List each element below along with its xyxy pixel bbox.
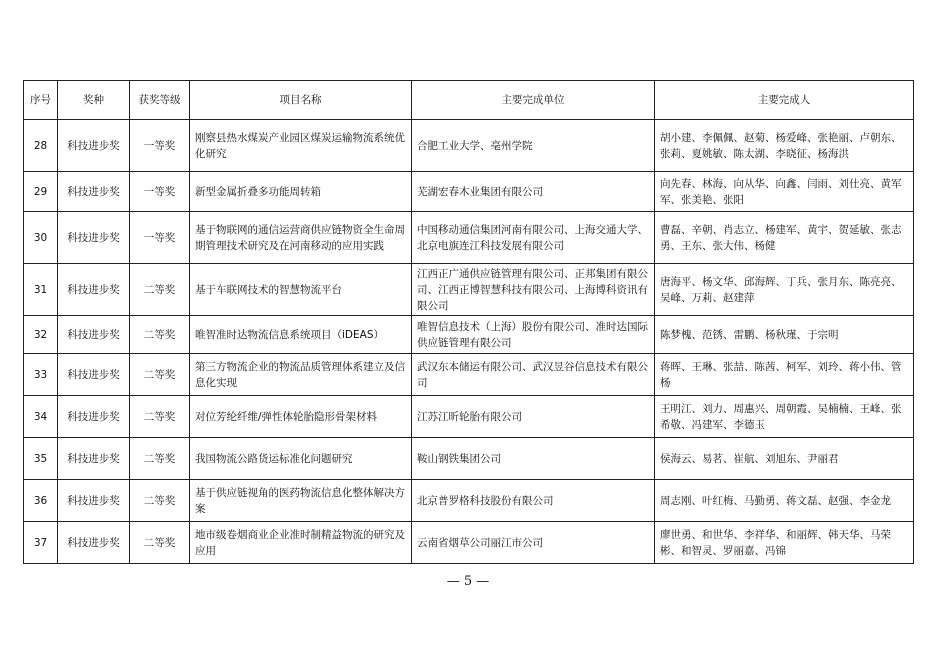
cell-award-level: 二等奖 (130, 438, 190, 480)
cell-no: 37 (24, 522, 58, 564)
table-row (24, 480, 914, 522)
cell-people: 侯海云、易茗、崔航、刘旭东、尹丽君 (655, 438, 914, 480)
cell-award-type: 科技进步奖 (58, 316, 130, 354)
cell-award-level: 二等奖 (130, 396, 190, 438)
cell-no: 32 (24, 316, 58, 354)
cell-unit: 北京普罗格科技股份有限公司 (412, 480, 655, 522)
cell-project-name: 新型金属折叠多功能周转箱 (190, 172, 412, 212)
table-row (24, 172, 914, 212)
cell-no: 28 (24, 120, 58, 172)
cell-people: 向先春、林海、向从华、向鑫、闫雨、刘仕亮、黄军军、张美艳、张阳 (655, 172, 914, 212)
table-row (24, 396, 914, 438)
cell-unit: 江西正广通供应链管理有限公司、正邦集团有限公司、江西正博智慧科技有限公司、上海博科资讯有限公司 (412, 264, 655, 316)
cell-no: 33 (24, 354, 58, 396)
cell-unit: 芜湖宏春木业集团有限公司 (412, 172, 655, 212)
cell-project-name: 基于物联网的通信运营商供应链物资全生命周期管理技术研究及在河南移动的应用实践 (190, 212, 412, 264)
cell-award-type: 科技进步奖 (58, 120, 130, 172)
cell-no: 36 (24, 480, 58, 522)
cell-people: 胡小建、李佩佩、赵菊、杨爱峰、张艳丽、卢朝东、张莉、夏姚敏、陈太湖、李晓征、杨海洪 (655, 120, 914, 172)
header-level: 获奖等级 (130, 81, 190, 120)
header-people: 主要完成人 (655, 81, 914, 120)
header-row (24, 81, 914, 120)
cell-unit: 合肥工业大学、亳州学院 (412, 120, 655, 172)
cell-award-level: 二等奖 (130, 316, 190, 354)
cell-award-type: 科技进步奖 (58, 264, 130, 316)
cell-project-name: 唯智准时达物流信息系统项目（iDEAS） (190, 316, 412, 354)
table-row (24, 354, 914, 396)
cell-people: 王明江、刘力、周惠兴、周朝霞、吴楠楠、王峰、张希敬、冯建军、李德玉 (655, 396, 914, 438)
table-row (24, 212, 914, 264)
cell-award-level: 二等奖 (130, 354, 190, 396)
cell-award-level: 一等奖 (130, 212, 190, 264)
cell-award-type: 科技进步奖 (58, 438, 130, 480)
table-row (24, 522, 914, 564)
page-number: — 5 — (446, 574, 490, 589)
cell-award-type: 科技进步奖 (58, 354, 130, 396)
table-row (24, 438, 914, 480)
cell-unit: 鞍山钢铁集团公司 (412, 438, 655, 480)
cell-award-level: 二等奖 (130, 480, 190, 522)
header-no: 序号 (24, 81, 58, 120)
cell-people: 周志刚、叶红梅、马勤勇、蒋文磊、赵强、李金龙 (655, 480, 914, 522)
cell-unit: 唯智信息技术（上海）股份有限公司、准时达国际供应链管理有限公司 (412, 316, 655, 354)
cell-project-name: 第三方物流企业的物流品质管理体系建立及信息化实现 (190, 354, 412, 396)
cell-unit: 武汉东本储运有限公司、武汉昱谷信息技术有限公司 (412, 354, 655, 396)
cell-project-name: 刚察县热水煤炭产业园区煤炭运输物流系统优化研究 (190, 120, 412, 172)
cell-project-name: 对位芳纶纤维/弹性体轮胎隐形骨架材料 (190, 396, 412, 438)
cell-unit: 江苏江昕轮胎有限公司 (412, 396, 655, 438)
cell-award-type: 科技进步奖 (58, 396, 130, 438)
cell-people: 曹磊、辛朝、肖志立、杨建军、黄宇、贺延敏、张志勇、王东、张大伟、杨健 (655, 212, 914, 264)
cell-award-type: 科技进步奖 (58, 212, 130, 264)
header-project: 项目名称 (190, 81, 412, 120)
awards-table (23, 80, 914, 564)
cell-people: 廖世勇、和世华、李祥华、和丽辉、韩天华、马荣彬、和智灵、罗丽嘉、冯锦 (655, 522, 914, 564)
cell-project-name: 基于供应链视角的医药物流信息化整体解决方案 (190, 480, 412, 522)
cell-award-level: 一等奖 (130, 120, 190, 172)
cell-unit: 中国移动通信集团河南有限公司、上海交通大学、北京电旗连江科技发展有限公司 (412, 212, 655, 264)
cell-award-type: 科技进步奖 (58, 172, 130, 212)
cell-award-type: 科技进步奖 (58, 480, 130, 522)
cell-people: 陈梦槐、范锈、雷鹏、杨秋瑾、于宗明 (655, 316, 914, 354)
cell-unit: 云南省烟草公司丽江市公司 (412, 522, 655, 564)
header-type: 奖种 (58, 81, 130, 120)
cell-award-type: 科技进步奖 (58, 522, 130, 564)
cell-no: 29 (24, 172, 58, 212)
cell-no: 35 (24, 438, 58, 480)
cell-no: 34 (24, 396, 58, 438)
table-row (24, 316, 914, 354)
cell-award-level: 二等奖 (130, 522, 190, 564)
cell-no: 31 (24, 264, 58, 316)
cell-project-name: 地市级卷烟商业企业准时制精益物流的研究及应用 (190, 522, 412, 564)
cell-no: 30 (24, 212, 58, 264)
cell-award-level: 二等奖 (130, 264, 190, 316)
cell-award-level: 一等奖 (130, 172, 190, 212)
table-row (24, 264, 914, 316)
cell-project-name: 基于车联网技术的智慧物流平台 (190, 264, 412, 316)
cell-people: 唐海平、杨文华、邱海辉、丁兵、张月东、陈亮亮、吴峰、万莉、赵建萍 (655, 264, 914, 316)
table-row (24, 120, 914, 172)
cell-people: 蒋晖、王琳、张喆、陈茜、柯军、刘玲、蒋小伟、管杨 (655, 354, 914, 396)
header-unit: 主要完成单位 (412, 81, 655, 120)
cell-project-name: 我国物流公路货运标准化问题研究 (190, 438, 412, 480)
